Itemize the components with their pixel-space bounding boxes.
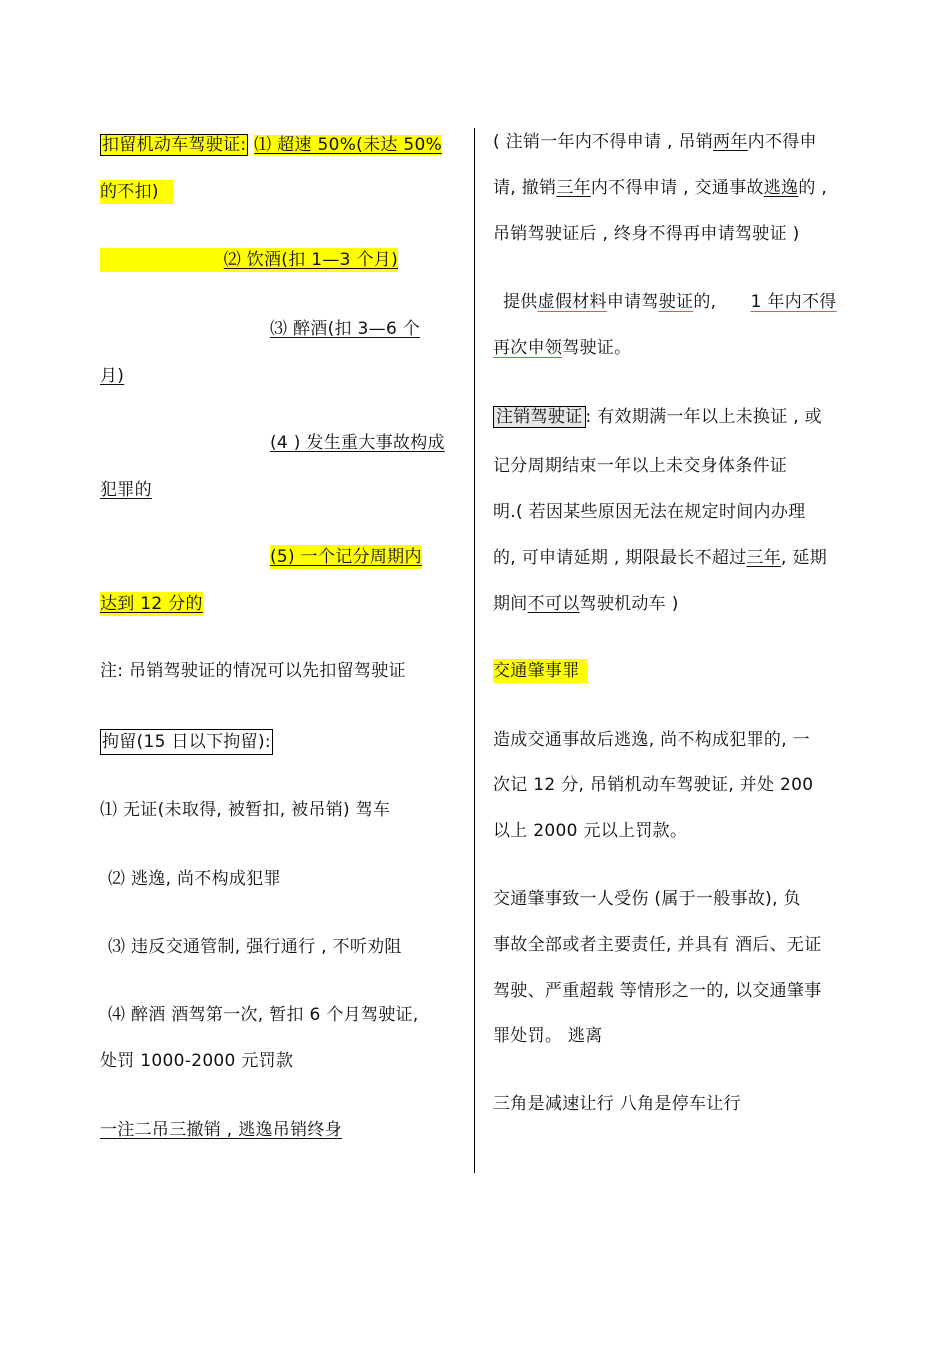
- right-p5-line-4: 罪处罚。 逃离: [493, 1026, 603, 1046]
- right-p5-line-3: 驾驶、严重超载 等情形之一的, 以交通肇事: [493, 981, 822, 1001]
- detention-label: 拘留(15 日以下拘留):: [100, 729, 273, 755]
- right-p3-line-1: 注销驾驶证 : 有效期满一年以上未换证 , 或: [493, 405, 822, 429]
- right-p5-line-1: 交通肇事致一人受伤 (属于一般事故), 负: [493, 889, 801, 909]
- detain-item-3: ⑶ 醉酒(扣 3—6 个: [270, 319, 421, 339]
- detention-item-1: ⑴ 无证(未取得, 被暂扣, 被吊销) 驾车: [100, 800, 391, 820]
- detention-item-4: ⑷ 醉酒 酒驾第一次, 暂扣 6 个月驾驶证,: [108, 1005, 419, 1025]
- right-p4-line-3: 以上 2000 元以上罚款。: [493, 821, 688, 841]
- right-p5-line-2: 事故全部或者主要责任, 并具有 酒后、无证: [493, 935, 822, 955]
- right-p2-line-1: 提供虚假材料申请驾驶证的, 1 年内不得: [503, 292, 837, 312]
- right-p3-line-5: 期间不可以驾驶机动车 ): [493, 594, 679, 614]
- detain-item-1-cont: 的不扣): [100, 180, 173, 204]
- detain-note: 注: 吊销驾驶证的情况可以先扣留驾驶证: [100, 661, 406, 681]
- detention-item-3: ⑶ 违反交通管制, 强行通行 , 不听劝阻: [108, 937, 402, 957]
- right-p4-line-2: 次记 12 分, 吊销机动车驾驶证, 并处 200: [493, 775, 814, 795]
- column-divider: [474, 128, 475, 1173]
- right-p4-line-1: 造成交通事故后逃逸, 尚不构成犯罪的, 一: [493, 730, 810, 750]
- detention-item-2: ⑵ 逃逸, 尚不构成犯罪: [108, 869, 281, 889]
- right-p1-line-2: 请, 撤销三年内不得申请 , 交通事故逃逸的 ,: [493, 178, 828, 198]
- cancel-license-label: 注销驾驶证: [493, 406, 586, 428]
- right-p3-line-3: 明.( 若因某些原因无法在规定时间内办理: [493, 502, 806, 522]
- detain-item-1: ⑴ 超速 50%(未达 50%: [254, 135, 443, 155]
- right-p3-line-4: 的, 可申请延期 , 期限最长不超过三年, 延期: [493, 548, 828, 568]
- crime-title: 交通肇事罪: [493, 659, 588, 683]
- penalty-summary: 一注二吊三撤销 , 逃逸吊销终身: [100, 1120, 343, 1140]
- detain-item-5: (5) 一个记分周期内: [270, 547, 422, 567]
- detain-item-2: ⑵ 饮酒(扣 1—3 个月): [100, 248, 398, 272]
- detain-item-5-cont: 达到 12 分的: [100, 594, 203, 614]
- detain-item-4-cont: 犯罪的: [100, 480, 152, 500]
- detain-license-label: 扣留机动车驾驶证:: [102, 135, 247, 155]
- road-signs-note: 三角是减速让行 八角是停车让行: [493, 1094, 741, 1114]
- right-p2-line-2: 再次申领驾驶证。: [493, 338, 632, 358]
- detention-item-4-cont: 处罚 1000-2000 元罚款: [100, 1051, 294, 1071]
- detain-license-line-1: [100, 133, 442, 157]
- right-p1-line-1: ( 注销一年内不得申请 , 吊销两年内不得申: [493, 132, 817, 152]
- right-p1-line-3: 吊销驾驶证后 , 终身不得再申请驾驶证 ): [493, 224, 800, 244]
- detain-item-3-cont: 月): [100, 366, 125, 386]
- detain-item-4: (4 ) 发生重大事故构成: [270, 433, 445, 453]
- right-p3-line-2: 记分周期结束一年以上未交身体条件证: [493, 456, 788, 476]
